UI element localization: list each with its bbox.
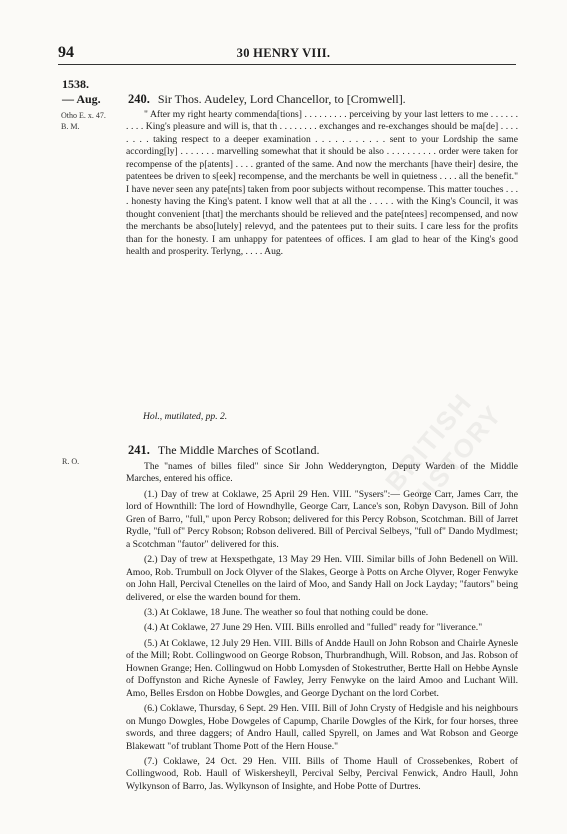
entry-241-title: The Middle Marches of Scotland. bbox=[157, 443, 320, 457]
entry-240-note: Hol., mutilated, pp. 2. bbox=[143, 411, 228, 422]
entry-241-paragraph: (3.) At Coklawe, 18 June. The weather so foul that nothing could be done. bbox=[144, 606, 429, 618]
entry-241-paragraph: (2.) Day of trew at Hexspethgate, 13 May 29 Hen. VIII. Similar bills of John Bedenell on Will. Amoo, Rob. Trumbull on Jock Olyver of the Slakes, George à Potts on Arche Olyver, Roger Fenwyke on John Hall, Percival Ctenelles on the laird of Moo, and Sandy Hall on Jock Layday; "fautors" being delivered, or else the warden bound for them. bbox=[126, 554, 518, 603]
entry-241-paragraph: (5.) At Coklawe, 12 July 29 Hen. VIII. Bills of Andde Haull on John Robson and Chairle Aynesle of the Mill; Robt. Collingwood on George Robson, Thurbrandhugh, Will. Robson, and Jas. Robson of Hownen Grange; Hen. Collingwud on Hobb Lomysden of Stokestruther, Bertte Hall on Hebbe Aynsle of Doffynston and Riche Aynesle of Fawley, Jerry Fenwyke on the laird Amoo and Luchant Will. Amo, Belles Ersdon on Hobbe Dowgles, and George Dychant on the lord Corbet. bbox=[126, 637, 518, 699]
margin-month: — Aug. bbox=[62, 92, 101, 106]
entry-241-number: 241. bbox=[128, 443, 150, 457]
entry-240-number: 240. bbox=[128, 92, 150, 106]
entry-241-paragraph: (6.) Coklawe, Thursday, 6 Sept. 29 Hen. VIII. Bill of John Crysty of Hedgisle and his neighbours on Mungo Dowgles, Hobe Dowgeles of Capump, Charile Dowgles of the Kirk, for four horses, three swords, and three daggers; of Andro Haull, called Spyrell, on James and Wat Robson and George Blakewatt "of trublant Thome Pott of the Hern House." bbox=[126, 703, 518, 752]
entry-241-paragraph: (7.) Coklawe, 24 Oct. 29 Hen. VIII. Bills of Thome Haull of Crossebenkes, Robert of Collingwood, Rob. Haull of Wiskersheyll, Percival Selby, Percival Fenwick, Andro Haull, John Wylkynson of Barro, Jas. Wylkynson of Insighte, and Hobe Potte of Durtres. bbox=[126, 755, 518, 792]
margin-reference-bm: B. M. bbox=[61, 122, 80, 131]
page-number: 94 bbox=[58, 44, 74, 61]
margin-reference-otho: Otho E. x. 47. bbox=[61, 111, 106, 120]
entry-240-title: Sir Thos. Audeley, Lord Chancellor, to [Cromwell]. bbox=[157, 92, 406, 106]
entry-241-paragraph: The "names of billes filed" since Sir John Wedderyngton, Deputy Warden of the Middle Marches, entered his office. bbox=[126, 461, 518, 485]
header-rule bbox=[58, 64, 516, 65]
entry-240-body bbox=[126, 109, 518, 258]
entry-241-paragraph: (4.) At Coklawe, 27 June 29 Hen. VIII. Bills enrolled and "fulled" ready for "liverance." bbox=[144, 622, 483, 634]
margin-year: 1538. bbox=[62, 77, 89, 91]
entry-240-text: " After my right hearty commenda[tions] . . . . . . . . . perceiving by your last letters to me . . . . . . . . . . King's pleasure and will is, that th . . . . . . . . exchanges and re-exchanges should be ma[de] . . . . . . . . taking respect to a deeper examination . . . . . . . . . . . sent to your Lordship the same according[ly] . . . . . . . marvelling somewhat that it should be also . . . . . . . . . . order were taken for recompense of the p[atents] . . . . granted of the same. And now the merchants [have their] desire, the patentees be driven to s[eek] recompense, and the merchants be well in quietness . . . . all the benefit." I have never seen any pate[nts] taken from poor subjects without recompense. This matter touches . . . . honesty having the King's patent. I know well that at all the . . . . . with the King's Council, it was thought convenient [that] the merchants should be relieved and the pate[ntees] recompensed, and now the merchants be abso[lutely] relevyd, and the patentees put to their suits. I care less for the profits than for the honesty. I am unhappy for patentees of offices. I am glad to hear of the King's good health and prosperity. Terlyng, . . . . Aug. bbox=[126, 109, 518, 257]
entry-241-body bbox=[126, 461, 518, 793]
margin-reference-ro: R. O. bbox=[62, 457, 80, 466]
watermark: BRITISH HISTORY bbox=[379, 386, 509, 517]
entry-241-heading bbox=[128, 443, 320, 458]
entry-241-paragraph: (1.) Day of trew at Coklawe, 25 April 29 Hen. VIII. "Sysers":— George Carr, James Carr, the lord of Hownthill: The lord of Howndhylle, George Carr, Lance's son, Robyn Davyson. Bill of John Gren of Barro, "full," upon Percy Robson; delivered for this Percy Robson, Scotchman. Bill of Jarret Rydle, "full of" Percy Robson; Robson delivered. Bill of Percival Selbeys, "full of" Dando Mydlmest; a Scotchman "fautor" delivered for this. bbox=[126, 488, 518, 550]
entry-240-heading bbox=[128, 92, 406, 107]
running-head: 30 HENRY VIII. bbox=[236, 46, 331, 60]
